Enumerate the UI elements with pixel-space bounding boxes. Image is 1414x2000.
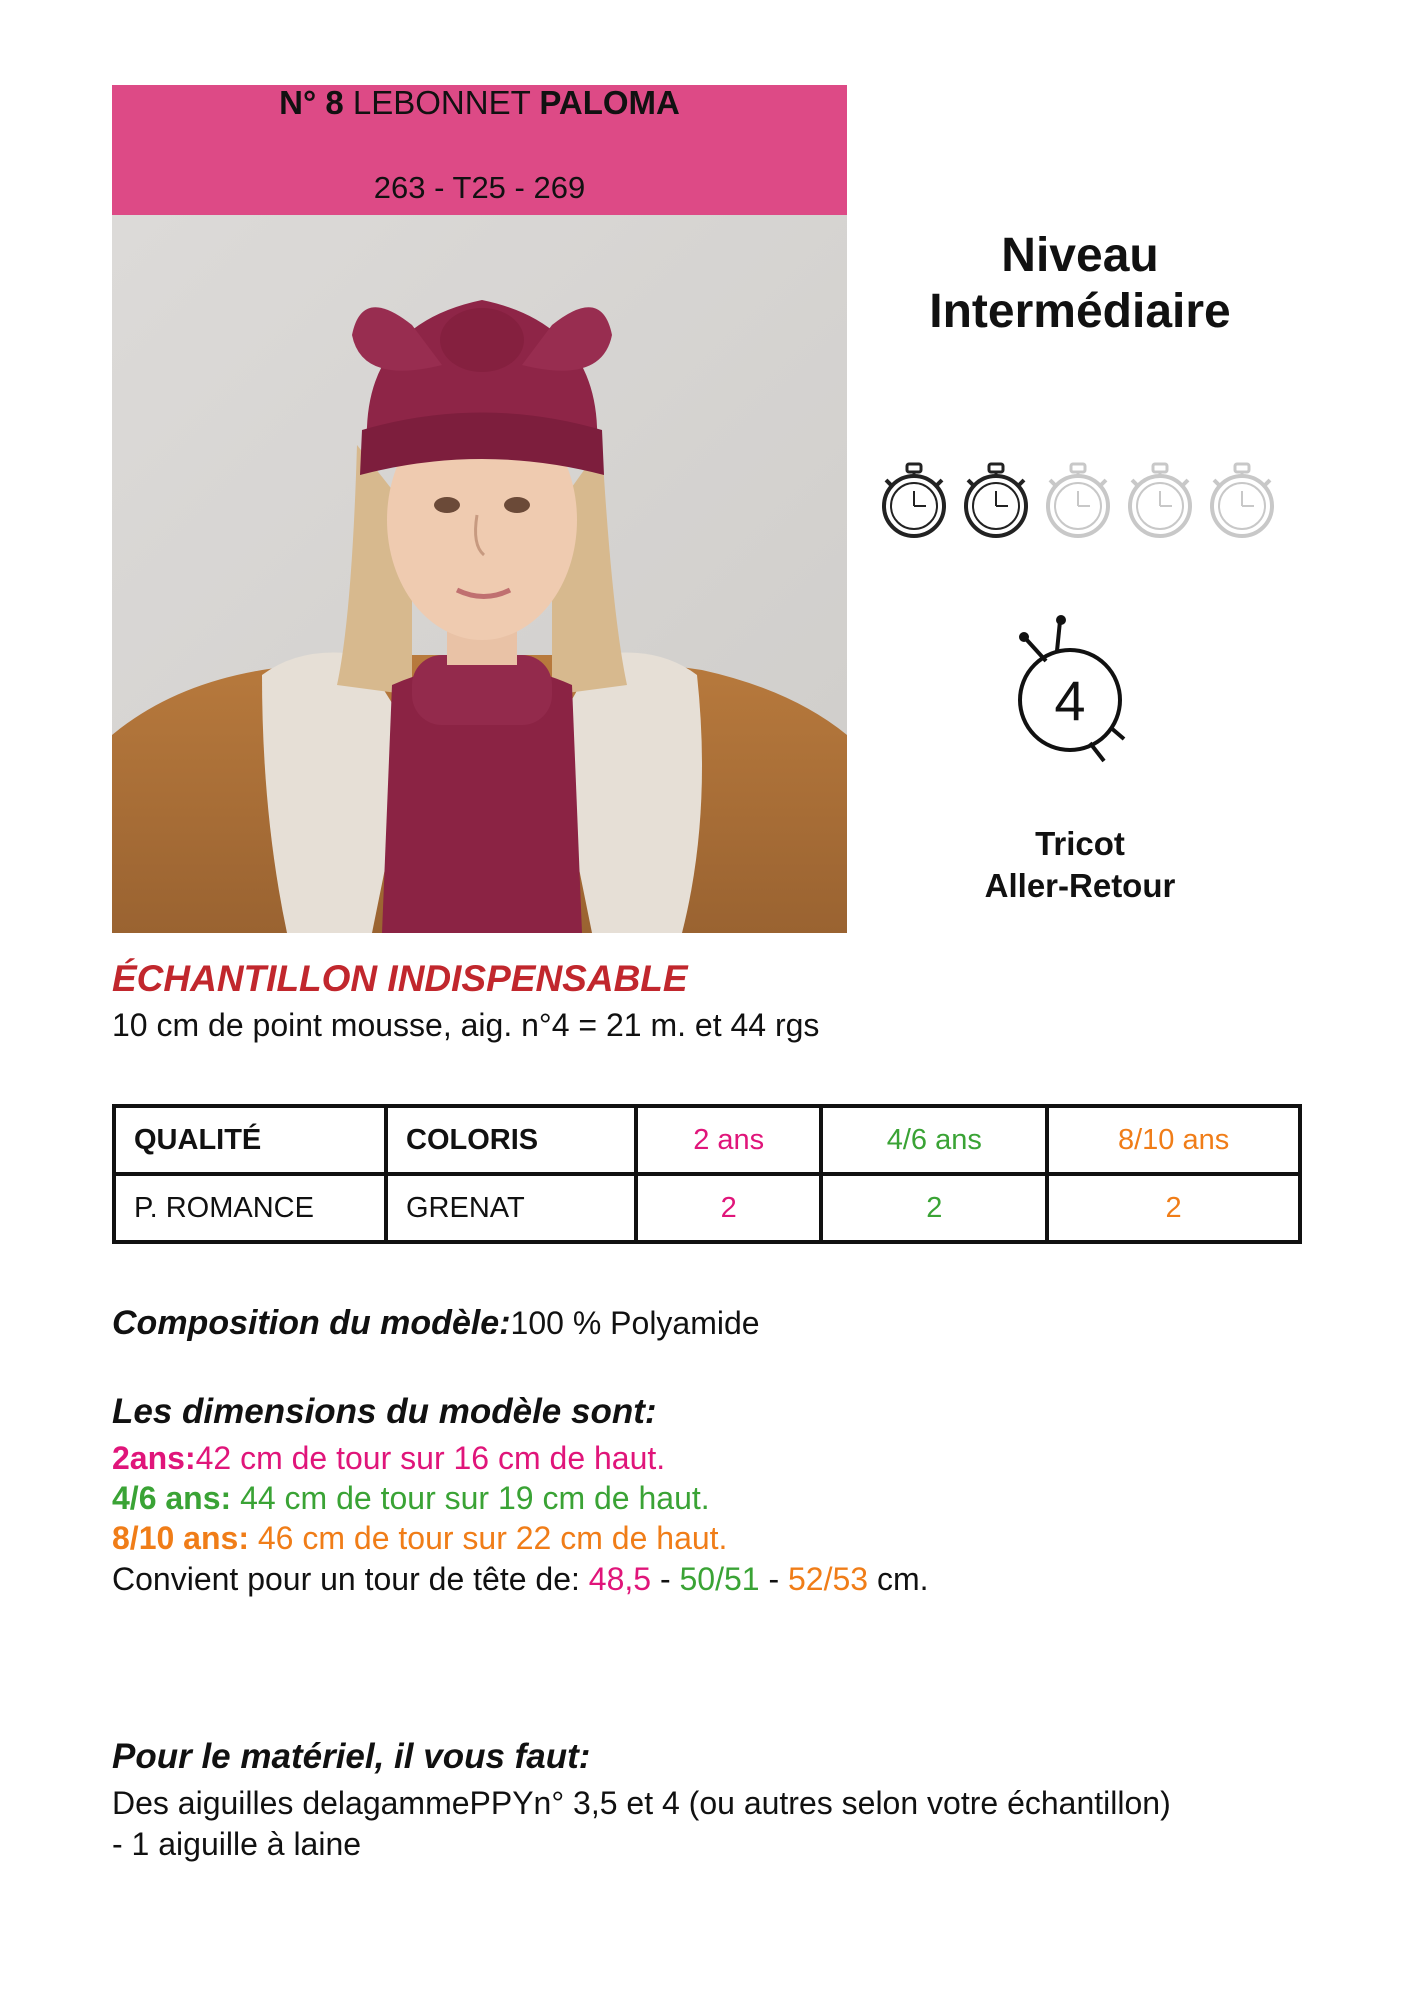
difficulty-level: [880, 228, 1280, 340]
fit-prefix: Convient pour un tour de tête de:: [112, 1561, 589, 1597]
time-rating: [872, 458, 1292, 553]
level-label: Niveau: [1001, 229, 1159, 282]
cell-size-large: 2: [1047, 1174, 1300, 1242]
level-value: Intermédiaire: [929, 285, 1231, 338]
pattern-title: [112, 85, 847, 121]
cell-size-small: 2: [636, 1174, 821, 1242]
materials-title: Pour le matériel, il vous faut:: [112, 1737, 591, 1776]
size-large-label: 8/10 ans:: [112, 1520, 249, 1556]
fit-sep-2: -: [759, 1561, 788, 1597]
dimension-size-small: [112, 1440, 665, 1477]
pattern-header: [112, 85, 847, 215]
dimension-size-medium: [112, 1480, 710, 1517]
needle-size-value: 4: [1054, 669, 1086, 732]
fit-large: 52/53: [788, 1561, 869, 1597]
stopwatch-empty-icon: [1048, 464, 1108, 536]
fit-suffix: cm.: [868, 1561, 929, 1597]
fit-small: 48,5: [588, 1561, 652, 1597]
stopwatch-empty-icon: [1212, 464, 1272, 536]
technique: [920, 823, 1240, 907]
table-header-row: [114, 1106, 1300, 1174]
header-size-medium: 4/6 ans: [821, 1106, 1047, 1174]
stopwatch-filled-icon: [884, 464, 944, 536]
stopwatch-filled-icon: [966, 464, 1026, 536]
composition-value: 100 % Polyamide: [510, 1305, 760, 1341]
header-size-large: 8/10 ans: [1047, 1106, 1300, 1174]
header-color: COLORIS: [386, 1106, 636, 1174]
header-quality: QUALITÉ: [114, 1106, 386, 1174]
materials-needles: Des aiguilles delagammePPYn° 3,5 et 4 (ou autres selon votre échantillon): [112, 1785, 1171, 1821]
technique-line2: Aller-Retour: [984, 867, 1176, 904]
technique-line1: Tricot: [1035, 825, 1125, 862]
gauge-title: ÉCHANTILLON INDISPENSABLE: [112, 958, 688, 999]
girl-wearing-hat-illustration: [112, 215, 847, 933]
cell-quality: P. ROMANCE: [114, 1174, 386, 1242]
stopwatch-empty-icon: [1130, 464, 1190, 536]
size-small-label: 2ans:: [112, 1440, 196, 1476]
pattern-references: 263 - T25 - 269: [373, 170, 586, 205]
pattern-name-prefix: LEBONNET: [352, 84, 531, 121]
needle-size-badge: [1012, 615, 1132, 770]
model-photo: [112, 215, 847, 933]
composition-label: Composition du modèle:: [112, 1304, 511, 1342]
fit-sep-1: -: [651, 1561, 680, 1597]
cell-size-medium: 2: [821, 1174, 1047, 1242]
dimension-size-large: [112, 1520, 727, 1557]
materials-yarn-needle: - 1 aiguille à laine: [112, 1826, 362, 1862]
dimensions-title: Les dimensions du modèle sont:: [112, 1392, 657, 1431]
size-small-text: 42 cm de tour sur 16 cm de haut.: [195, 1440, 666, 1476]
size-medium-text: 44 cm de tour sur 19 cm de haut.: [231, 1480, 710, 1516]
yarn-table: [112, 1104, 1302, 1244]
pattern-number: N° 8: [279, 84, 344, 121]
composition: [112, 1304, 760, 1343]
table-row: [114, 1174, 1300, 1242]
cell-color: GRENAT: [386, 1174, 636, 1242]
fit-medium: 50/51: [679, 1561, 760, 1597]
gauge-text: 10 cm de point mousse, aig. n°4 = 21 m. et 44 rgs: [112, 1007, 820, 1043]
header-size-small: 2 ans: [636, 1106, 821, 1174]
stopwatch-rating: [872, 458, 1292, 548]
knitting-needle-icon: [1012, 615, 1132, 765]
size-medium-label: 4/6 ans:: [112, 1480, 232, 1516]
head-size-fit: [112, 1561, 929, 1598]
pattern-name: PALOMA: [539, 84, 680, 121]
size-large-text: 46 cm de tour sur 22 cm de haut.: [248, 1520, 728, 1556]
